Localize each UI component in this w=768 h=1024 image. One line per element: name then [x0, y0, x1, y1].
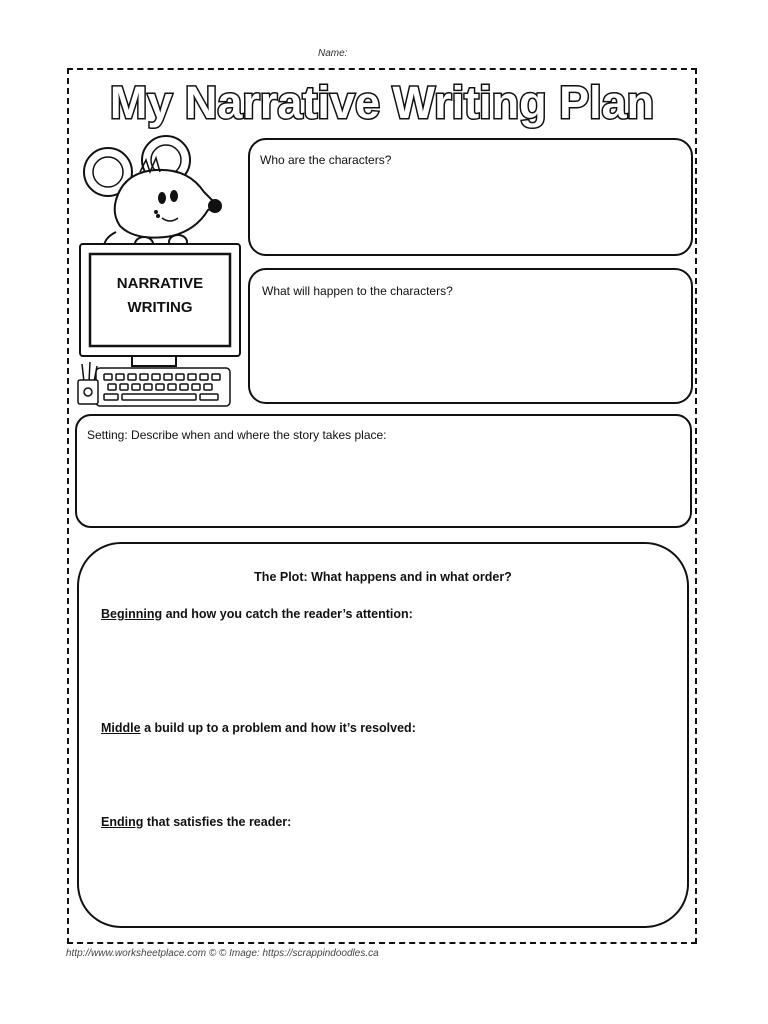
- svg-text:My Narrative Writing Plan: My Narrative Writing Plan: [109, 77, 655, 128]
- middle-text: a build up to a problem and how it’s resolved:: [140, 721, 416, 735]
- footer-credit: http://www.worksheetplace.com © © Image: https://scrappindoodles.ca: [66, 948, 379, 959]
- keyboard-icon: [96, 368, 230, 406]
- plot-ending: [101, 815, 291, 829]
- beginning-text: and how you catch the reader’s attention:: [162, 607, 413, 621]
- setting-prompt: Setting: Describe when and where the story takes place:: [87, 428, 387, 442]
- ending-text: that satisfies the reader:: [143, 815, 292, 829]
- worksheet-title: [70, 72, 694, 132]
- name-label: Name:: [318, 48, 348, 59]
- characters-prompt: Who are the characters?: [260, 153, 392, 167]
- mouse-icon: [84, 136, 221, 260]
- ending-keyword: Ending: [101, 815, 144, 829]
- setting-box[interactable]: [75, 414, 692, 528]
- plot-heading: The Plot: What happens and in what order?: [254, 570, 512, 584]
- plot-beginning: [101, 607, 413, 621]
- pencil-cup-icon: [78, 362, 98, 404]
- mouse-computer-illustration: [76, 132, 242, 410]
- svg-text:NARRATIVE: NARRATIVE: [116, 275, 204, 292]
- middle-keyword: Middle: [101, 721, 141, 735]
- beginning-keyword: Beginning: [101, 607, 163, 621]
- events-box[interactable]: [248, 268, 693, 404]
- events-prompt: What will happen to the characters?: [262, 284, 453, 298]
- plot-middle: [101, 721, 416, 735]
- plot-box[interactable]: [77, 542, 689, 928]
- characters-box[interactable]: [248, 138, 693, 256]
- svg-text:WRITING: WRITING: [127, 299, 193, 316]
